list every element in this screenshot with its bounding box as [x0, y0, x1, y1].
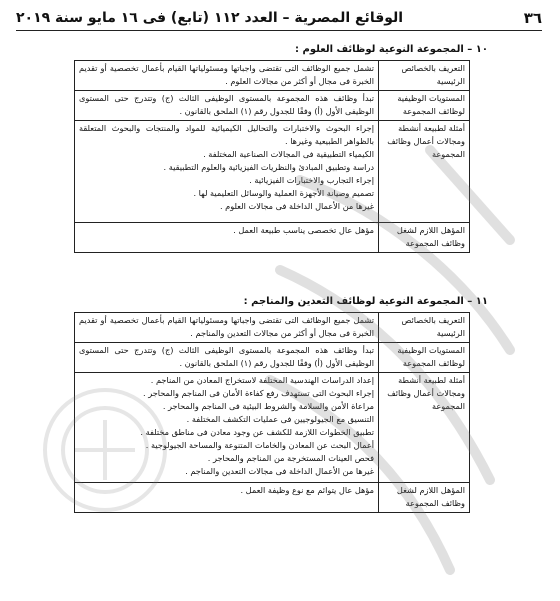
row-label: المؤهل اللازم لشغل وظائف المجموعة [379, 223, 470, 253]
row-content [75, 121, 379, 223]
row-label: التعريف بالخصائص الرئيسية [379, 61, 470, 91]
gazette-title: الوقائع المصرية – العدد ١١٢ (تابع) فى ١٦ مايو سنة ٢٠١٩ [16, 10, 404, 26]
list-item: غيرها من الأعمال الداخلة فى مجالات التعدين والمناجم . [185, 466, 374, 476]
row-label: المستويات الوظيفية لوظائف المجموعة [379, 91, 470, 121]
row-content: مؤهل عال تخصصى يناسب طبيعة العمل . [75, 223, 379, 253]
row-label: المؤهل اللازم لشغل وظائف المجموعة [379, 483, 470, 513]
row-content: تشمل جميع الوظائف التى تقتضى واجباتها ومسئولياتها القيام بأعمال تخصصية أو تقديم الخبرة فى مجال أو أكثر من مجالات العلوم . [75, 61, 379, 91]
table-row [75, 223, 470, 253]
header-rule [16, 30, 542, 31]
table-row [75, 121, 470, 223]
table-row [75, 373, 470, 483]
row-label: أمثلة لطبيعة أنشطة ومجالات أعمال وظائف المجموعة [379, 121, 470, 223]
table-row [75, 313, 470, 343]
list-item: دراسة وتطبيق المبادئ والنظريات الفيزيائية والعلوم التطبيقية . [163, 162, 374, 172]
row-content: تبدأ وظائف هذه المجموعة بالمستوى الوظيفى الثالث (ج) وتتدرج حتى المستوى الوظيفى الأول (أ) وفقًا للجدول رقم (١) الملحق بالقانون . [75, 343, 379, 373]
table-row [75, 343, 470, 373]
row-label: التعريف بالخصائص الرئيسية [379, 313, 470, 343]
list-item: إجراء البحوث التى تستهدف رفع كفاءة الأمان فى المناجم والمحاجر . [142, 388, 374, 398]
section-title-mining: ١١ – المجموعة النوعية لوظائف التعدين والمناجم : [243, 296, 488, 307]
row-content [75, 373, 379, 483]
page-number: ٣٦ [523, 9, 542, 27]
table-row [75, 91, 470, 121]
list-item: تطبيق الخطوات اللازمة للكشف عن وجود معادن فى مناطق مختلفة . [140, 427, 374, 437]
list-item: مراعاة الأمن والسلامة والشروط البيئية فى المناجم والمحاجر . [162, 401, 374, 411]
table-mining [74, 312, 470, 513]
row-content: تشمل جميع الوظائف التى تقتضى واجباتها ومسئولياتها القيام بأعمال تخصصية أو تقديم الخبرة فى مجال أو أكثر من مجالات التعدين والمناجم . [75, 313, 379, 343]
row-label: المستويات الوظيفية لوظائف المجموعة [379, 343, 470, 373]
page-header [16, 8, 542, 28]
list-item: غيرها من الأعمال الداخلة فى مجالات العلوم . [219, 201, 374, 211]
list-item: إعداد الدراسات الهندسية المختلفة لاستخراج المعادن من المناجم . [150, 375, 374, 385]
list-item: تصميم وصيانة الأجهزة العملية والوسائل التعليمية لها . [193, 188, 374, 198]
table-row [75, 61, 470, 91]
list-item: إجراء البحوث والاختبارات والتحاليل الكيميائية للمواد والمنتجات والبحوث المتعلقة بالظواهر الطبيعية وغيرها . [79, 123, 374, 146]
section-title-sciences: ١٠ – المجموعة النوعية لوظائف العلوم : [295, 44, 488, 55]
list-item: التنسيق مع الجيولوجيين فى عمليات التكشف المختلفة . [186, 414, 374, 424]
list-item: فحص العينات المستخرجة من المناجم والمحاجر . [207, 453, 374, 463]
list-item: إجراء التجارب والاختبارات الفيزيائية . [249, 175, 374, 185]
row-label: أمثلة لطبيعة أنشطة ومجالات أعمال وظائف المجموعة [379, 373, 470, 483]
row-content: تبدأ وظائف هذه المجموعة بالمستوى الوظيفى الثالث (ج) وتتدرج حتى المستوى الوظيفى الأول (أ) وفقًا للجدول رقم (١) الملحق بالقانون . [75, 91, 379, 121]
row-content: مؤهل عال يتوائم مع نوع وظيفة العمل . [75, 483, 379, 513]
list-item: أعمال البحث عن المعادن والخامات المتنوعة والمساحة الجيولوجية . [145, 440, 374, 450]
table-row [75, 483, 470, 513]
list-item: الكيمياء التطبيقية فى المجالات الصناعية المختلفة . [203, 149, 374, 159]
table-sciences [74, 60, 470, 253]
